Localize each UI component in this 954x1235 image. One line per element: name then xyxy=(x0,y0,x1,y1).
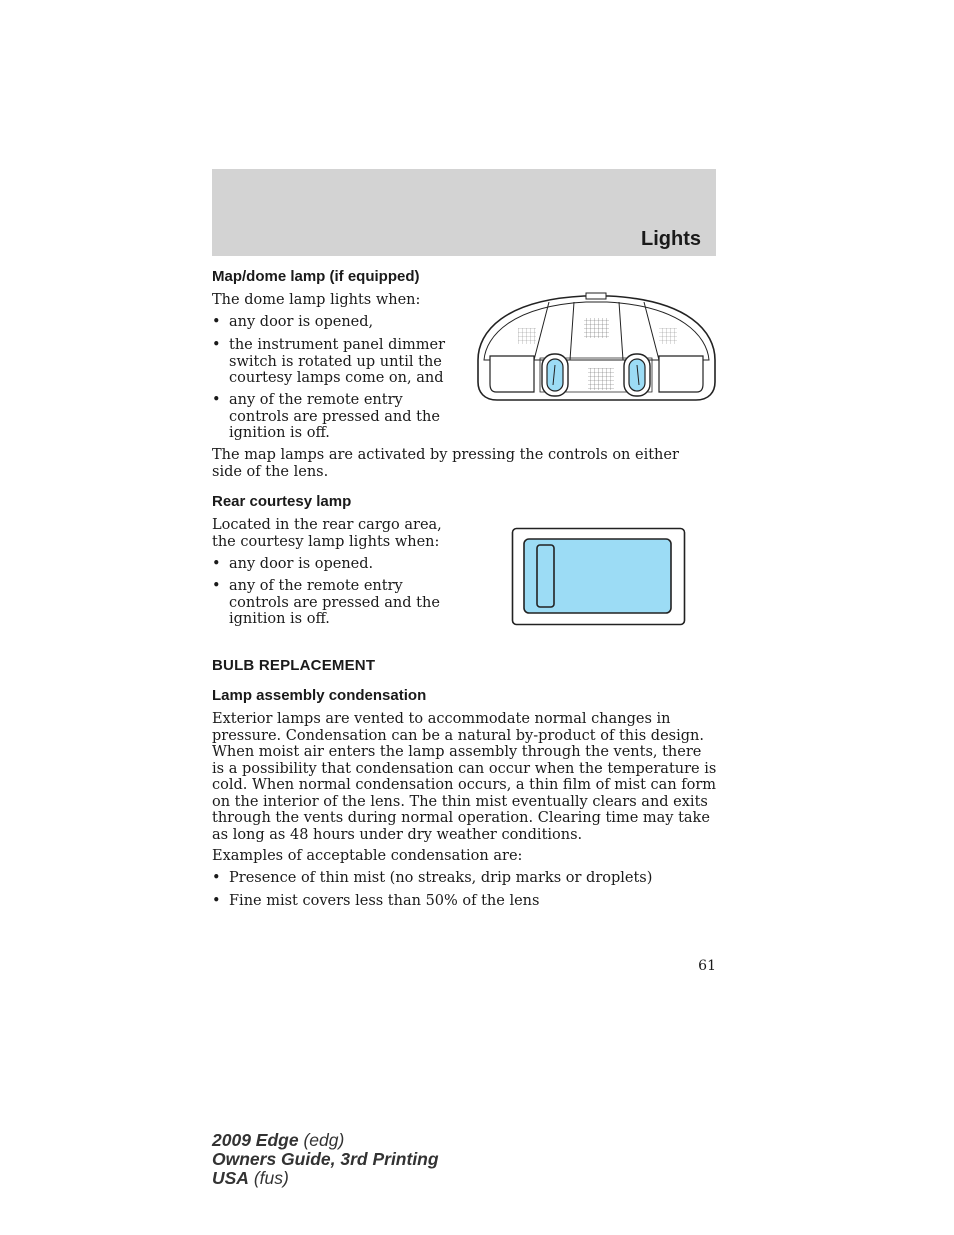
footer-market-code: (fus) xyxy=(253,1168,289,1188)
courtesy-lamp-icon xyxy=(511,527,687,627)
footer-line-3 xyxy=(212,1169,439,1188)
footer-line-1 xyxy=(212,1131,439,1150)
footer-guide: Owners Guide, 3rd Printing xyxy=(212,1149,439,1169)
map-dome-bullet-1: • any door is opened, xyxy=(212,314,459,331)
footer xyxy=(212,1131,439,1188)
page-number: 61 xyxy=(698,958,716,974)
map-dome-bullet-3: • any of the remote entry controls are pressed and the ignition is off. xyxy=(212,392,461,442)
rear-courtesy-intro: Located in the rear cargo area, the courtesy lamp lights when: xyxy=(212,517,442,550)
section-title: Lights xyxy=(641,228,701,250)
header-band xyxy=(212,169,716,256)
heading-rear-courtesy-lamp: Rear courtesy lamp xyxy=(212,493,352,510)
condensation-bullet-1: • Presence of thin mist (no streaks, drip marks or droplets) xyxy=(212,870,709,887)
map-dome-bullet-2: • the instrument panel dimmer switch is rotated up until the courtesy lamps come on, and xyxy=(212,337,454,387)
footer-line-2 xyxy=(212,1150,439,1169)
heading-map-dome-lamp: Map/dome lamp (if equipped) xyxy=(212,268,420,285)
footer-model-code: (edg) xyxy=(303,1130,345,1150)
map-dome-intro: The dome lamp lights when: xyxy=(212,292,421,308)
condensation-bullet-2: • Fine mist covers less than 50% of the lens xyxy=(212,893,709,910)
map-dome-closing: The map lamps are activated by pressing the controls on either side of the lens. xyxy=(212,447,679,480)
condensation-examples-intro: Examples of acceptable condensation are: xyxy=(212,848,523,864)
footer-market: USA xyxy=(212,1168,249,1188)
rear-courtesy-bullet-1: • any door is opened. xyxy=(212,556,459,573)
rear-courtesy-bullet-2: • any of the remote entry controls are pressed and the ignition is off. xyxy=(212,578,461,628)
heading-bulb-replacement: BULB REPLACEMENT xyxy=(212,657,376,674)
footer-model: 2009 Edge xyxy=(212,1130,299,1150)
dome-lamp-icon xyxy=(474,292,719,404)
heading-lamp-condensation: Lamp assembly condensation xyxy=(212,687,427,704)
condensation-paragraph: Exterior lamps are vented to accommodate normal changes in pressure. Condensation can be a natural by-product of this design. When moist air enters the lamp assembly through the vents, there is a possibility that condensation can occur when the temperature is cold. When normal condensation occurs, a thin film of mist can form on the interior of the lens. The thin mist eventually clears and exits through the vents during normal operation. Clearing time may take as long as 48 hours under dry weather conditions. xyxy=(212,711,717,843)
